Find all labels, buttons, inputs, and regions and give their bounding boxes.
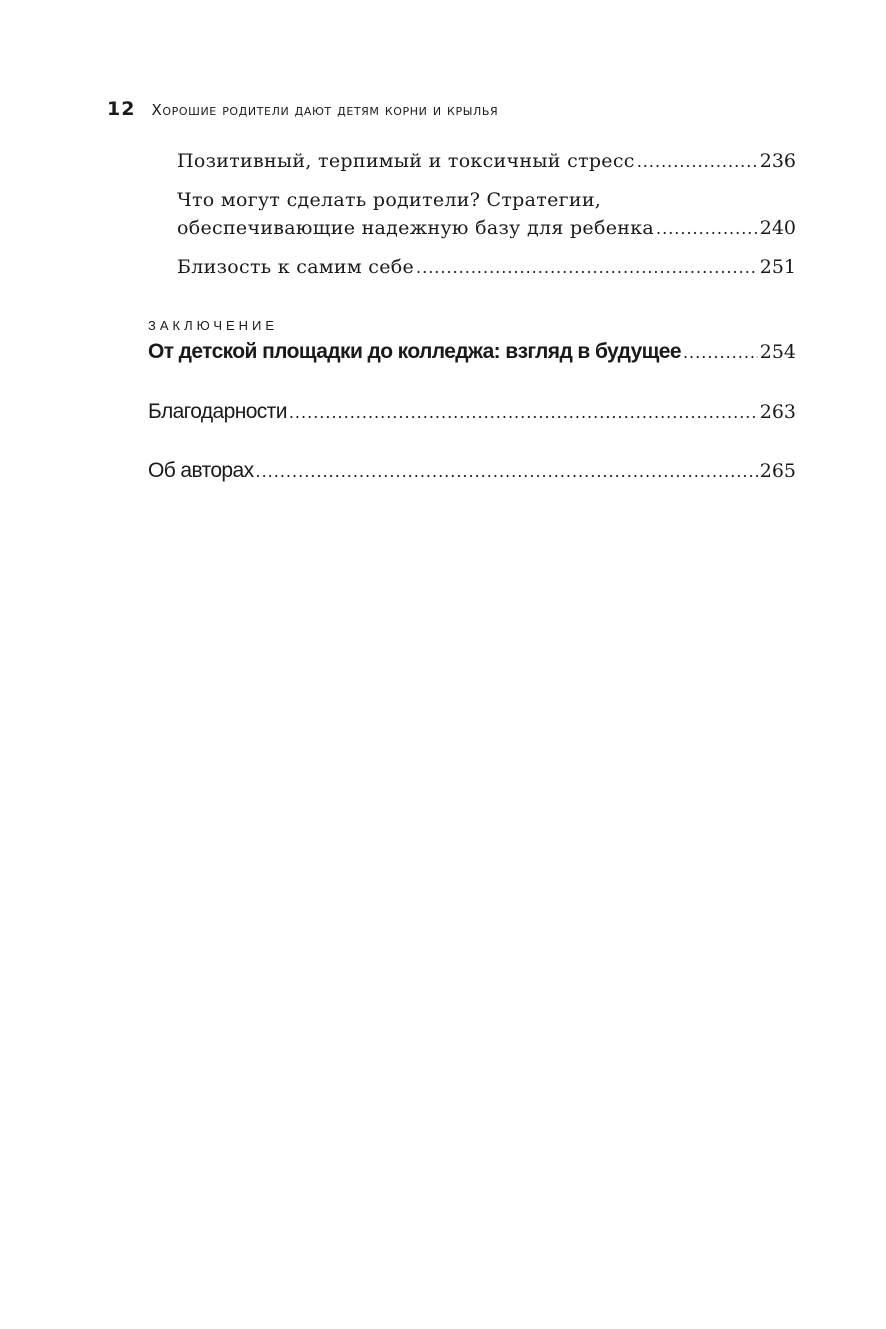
- dot-leader: [416, 258, 758, 277]
- toc-entry-page: 263: [759, 401, 796, 423]
- toc-entry-title: От детской площадки до колледжа: взгляд в будущее: [148, 340, 681, 363]
- toc-entry-page: 240: [759, 217, 796, 239]
- toc-entry-title: Позитивный, терпимый и токсичный стресс: [177, 150, 635, 172]
- running-title: Хорошие родители дают детям корни и крылья: [151, 101, 499, 119]
- toc-entry-conclusion[interactable]: [148, 340, 796, 364]
- dot-leader: [289, 403, 758, 422]
- toc-entry-title: обеспечивающие надежную базу для ребенка: [177, 217, 655, 239]
- dot-leader: [656, 219, 758, 238]
- toc-entry-strategies[interactable]: [177, 217, 796, 239]
- part-label-conclusion: ЗАКЛЮЧЕНИЕ: [148, 318, 279, 333]
- toc-entry-closeness[interactable]: [177, 256, 796, 278]
- toc-entry-page: 236: [759, 150, 796, 172]
- toc-entry-stress[interactable]: [177, 150, 796, 172]
- toc-entry-acknowledgments[interactable]: [148, 400, 796, 424]
- toc-entry-strategies-line1: Что могут сделать родители? Стратегии,: [177, 189, 602, 211]
- toc-entry-page: 251: [759, 256, 796, 278]
- page-number: 12: [107, 98, 136, 120]
- dot-leader: [683, 343, 758, 362]
- toc-entry-page: 254: [759, 341, 796, 363]
- dot-leader: [637, 152, 758, 171]
- dot-leader: [256, 462, 758, 481]
- toc-entry-about-authors[interactable]: [148, 459, 796, 483]
- toc-entry-page: 265: [759, 460, 796, 482]
- toc-entry-title: Близость к самим себе: [177, 256, 415, 278]
- toc-entry-title: Благодарности: [148, 400, 287, 423]
- toc-entry-title: Об авторах: [148, 459, 254, 482]
